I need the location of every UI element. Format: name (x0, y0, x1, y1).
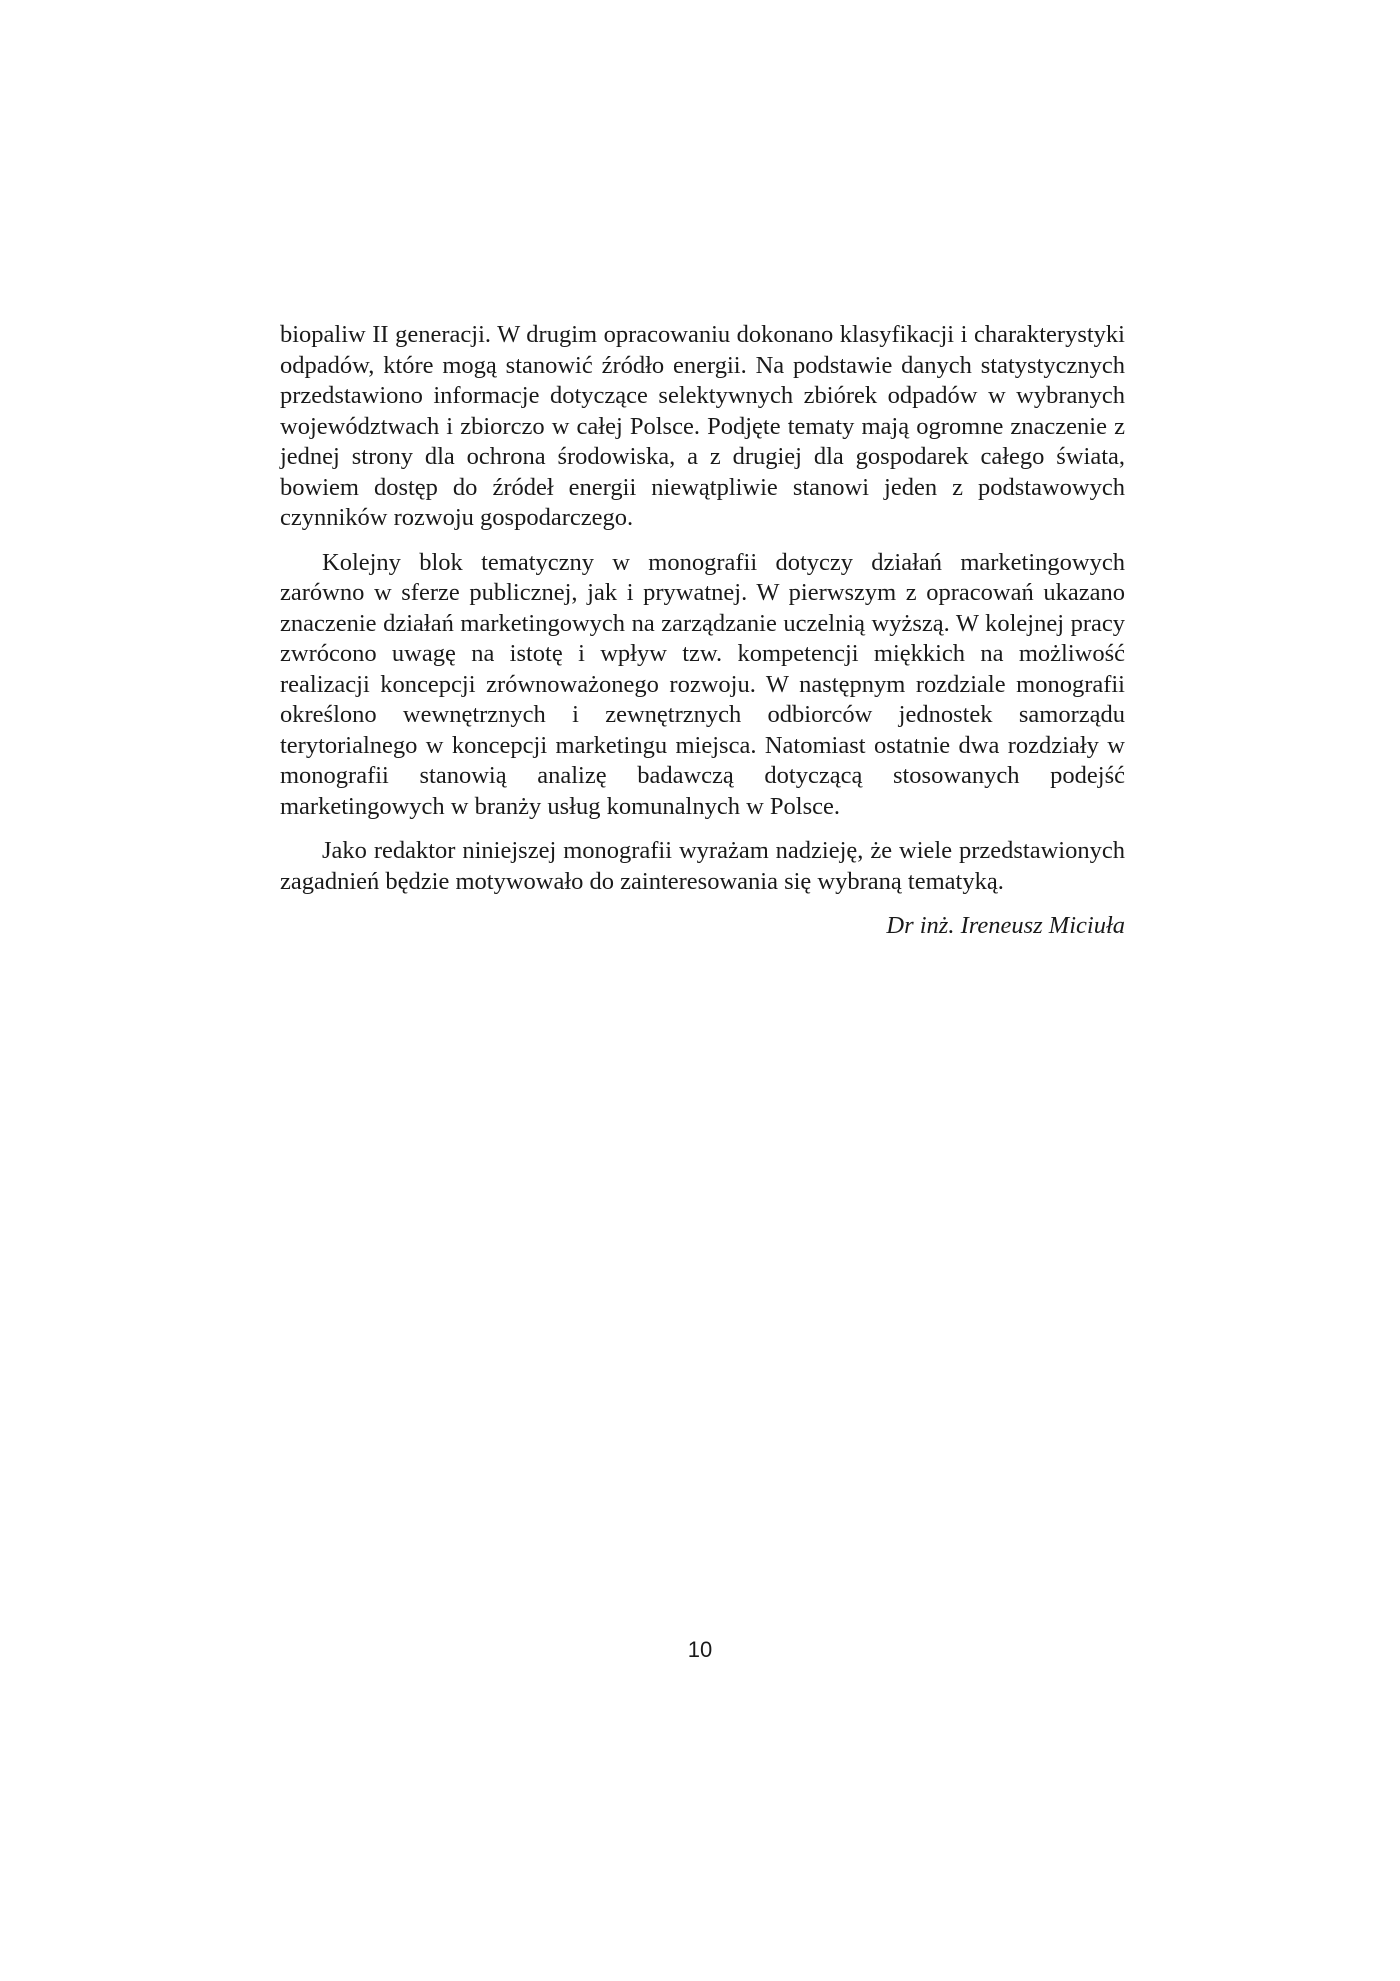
paragraph-editor-note: Jako redaktor niniejszej monografii wyrażam nadzieję, że wiele przedstawionych zagadnień będzie motywowało do zainteresowania się wybraną tematyką. (280, 837, 1125, 895)
paragraph-biofuels-waste: biopaliw II generacji. W drugim opracowaniu dokonano klasyfikacji i charakterystyki odpadów, które mogą stanowić źródło energii. Na podstawie danych statystycznych przedstawiono informacje dotyczące selektywnych zbiórek odpadów w wybranych województwach i zbiorczo w całej Polsce. Podjęte tematy mają ogromne znaczenie z jednej strony dla ochrona środowiska, a z drugiej dla gospodarek całego świata, bowiem dostęp do źródeł energii niewątpliwie stanowi jeden z podstawowych czynników rozwoju gospodarczego. (280, 321, 1125, 531)
body-text (280, 320, 1125, 942)
author-signature: Dr inż. Ireneusz Miciuła (886, 912, 1125, 939)
page-number: 10 (687, 1637, 713, 1662)
paragraph-marketing-block: Kolejny blok tematyczny w monografii dotyczy działań marketingowych zarówno w sferze publicznej, jak i prywatnej. W pierwszym z opracowań ukazano znaczenie działań marketingowych na zarządzanie uczelnią wyższą. W kolejnej pracy zwrócono uwagę na istotę i wpływ tzw. kompetencji miękkich na możliwość realizacji koncepcji zrównoważonego rozwoju. W następnym rozdziale monografii określono wewnętrznych i zewnętrznych odbiorców jednostek samorządu terytorialnego w koncepcji marketingu miejsca. Natomiast ostatnie dwa rozdziały w monografii stanowią analizę badawczą dotyczącą stosowanych podejść marketingowych w branży usług komunalnych w Polsce. (280, 548, 1125, 820)
